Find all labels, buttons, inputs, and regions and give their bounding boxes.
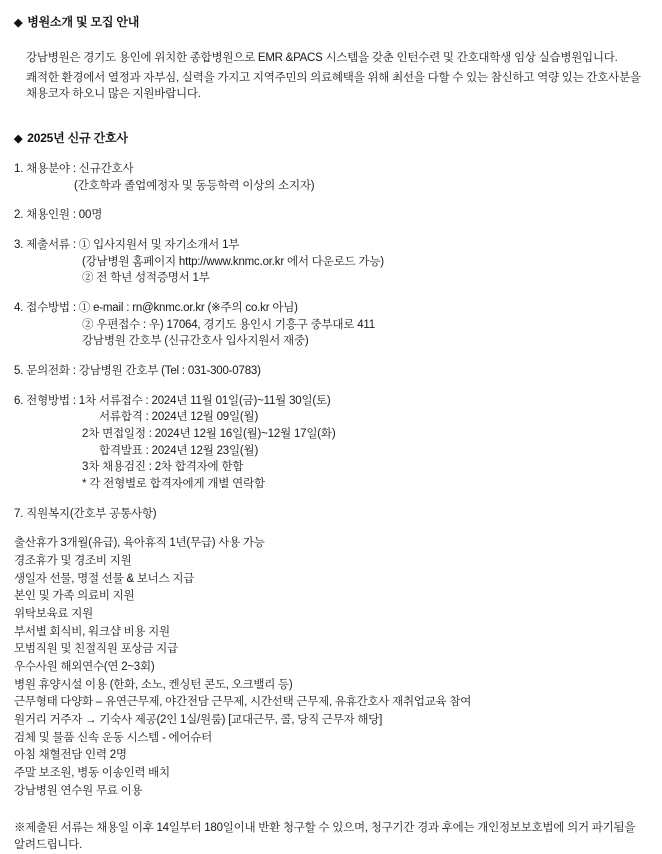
benefit-item: 아침 채혈전담 인력 2명 [14,749,127,762]
item-subline: 2차 면접일정 : 2024년 12월 16일(월)~12월 17일(화) [82,427,336,440]
item-subline: (강남병원 홈페이지 http://www.knmc.or.kr 에서 다운로드 가능) [82,255,384,268]
item-label: 1. 채용분야 : 신규간호사 [14,162,134,175]
spacer [14,194,648,207]
list-item [14,393,648,493]
benefit-item: 출산휴가 3개월(유급), 육아휴직 1년(무급) 사용 가능 [14,537,265,550]
benefits-list [14,535,648,799]
spacer [14,224,648,237]
benefit-item: 원거리 거주자 → 기숙사 제공(2인 1실/원룸) [교대근무, 콜, 당직 근무자 해당] [14,714,383,727]
item-subline: 서류합격 : 2024년 12월 09일(월) [99,411,259,424]
benefit-item: 위탁보육료 지원 [14,608,93,620]
item-label: 4. 접수방법 : ① e-mail : rn@knmc.or.kr (※주의 co.kr 아님) [14,301,298,314]
intro-paragraph-1: 강남병원은 경기도 용인에 위치한 종합병원으로 EMR &PACS 시스템을 갖춘 인턴수련 및 간호대학생 임상 실습병원입니다. [26,51,618,64]
list-item [14,161,648,194]
benefit-item: 검체 및 물품 신속 운동 시스템 - 에어슈터 [14,731,212,744]
item-subline: 3차 채용검진 : 2차 합격자에 한함 [82,461,244,474]
list-item [14,300,648,350]
spacer [14,380,648,393]
spacer [14,350,648,363]
list-item [14,237,648,287]
footnote-block [14,820,648,853]
benefit-item: 근무형태 다양화 – 유연근무제, 야간전담 근무제, 시간선택 근무제, 유휴간호사 재취업교육 참여 [14,696,472,709]
benefit-item: 경조휴가 및 경조비 지원 [14,554,132,567]
diamond-bullet-icon: ◆ [14,17,23,29]
item-label: 7. 직원복지(간호부 공통사항) [14,507,157,520]
spacer [14,148,648,161]
benefit-item: 부서별 회식비, 워크샵 비용 지원 [14,625,170,638]
section-heading-hospital-intro [14,14,648,32]
spacer [14,493,648,506]
list-item [14,363,648,380]
intro-paragraphs [14,50,648,103]
intro-paragraph-2: 쾌적한 환경에서 열정과 자부심, 실력을 가지고 지역주민의 의료혜택을 위해 최선을 다할 수 있는 참신하고 역량 있는 간호사분을 채용코자 하오니 많은 지원바랍니다. [26,71,641,101]
item-label: 5. 문의전화 : 강남병원 간호부 (Tel : 031-300-0783) [14,364,261,377]
item-label: 2. 채용인원 : 00명 [14,209,103,222]
item-label: 6. 전형방법 : 1차 서류접수 : 2024년 11월 01일(금)~11월 30일(토) [14,394,331,407]
benefit-item: 주말 보조원, 병동 이송인력 배치 [14,767,170,780]
diamond-bullet-icon: ◆ [14,132,23,145]
benefit-item: 생일자 선물, 명절 선물 & 보너스 지급 [14,572,195,585]
section-heading-text: 2025년 신규 간호사 [27,130,128,145]
item-subline: * 각 전형별로 합격자에게 개별 연락함 [82,477,265,490]
list-item [14,207,648,224]
spacer [14,800,648,820]
section-heading-text: 병원소개 및 모집 안내 [27,15,140,29]
footnote-text: ※제출된 서류는 채용일 이후 14일부터 180일이내 반환 청구할 수 있으며, 청구기간 경과 후에는 개인정보보호법에 의거 파기됨을 알려드립니다. [14,822,636,852]
benefit-item: 모범직원 및 친절직원 포상금 지급 [14,643,178,656]
section-heading-recruitment-2025 [14,130,648,148]
benefit-item: 본인 및 가족 의료비 지원 [14,590,135,603]
spacer [14,287,648,300]
benefit-item: 우수사원 해외연수(연 2~3회) [14,661,155,674]
spacer [14,106,648,126]
item-subline: (간호학과 졸업예정자 및 동등학력 이상의 소지자) [74,179,315,192]
item-subline: 합격발표 : 2024년 12월 23일(월) [99,444,259,457]
spacer [14,522,648,535]
item-subline: ② 우편접수 : 우) 17064, 경기도 용인시 기흥구 중부대로 411 [82,318,375,331]
item-subline: 강남병원 간호부 (신규간호사 입사지원서 재중) [82,335,309,348]
benefit-item: 병원 휴양시설 이용 (한화, 소노, 켄싱턴 콘도, 오크밸리 등) [14,678,293,691]
list-item [14,506,648,523]
benefit-item: 강남병원 연수원 무료 이용 [14,784,143,797]
item-subline: ② 전 학년 성적증명서 1부 [82,272,210,285]
item-label: 3. 제출서류 : ① 입사지원서 및 자기소개서 1부 [14,238,240,251]
